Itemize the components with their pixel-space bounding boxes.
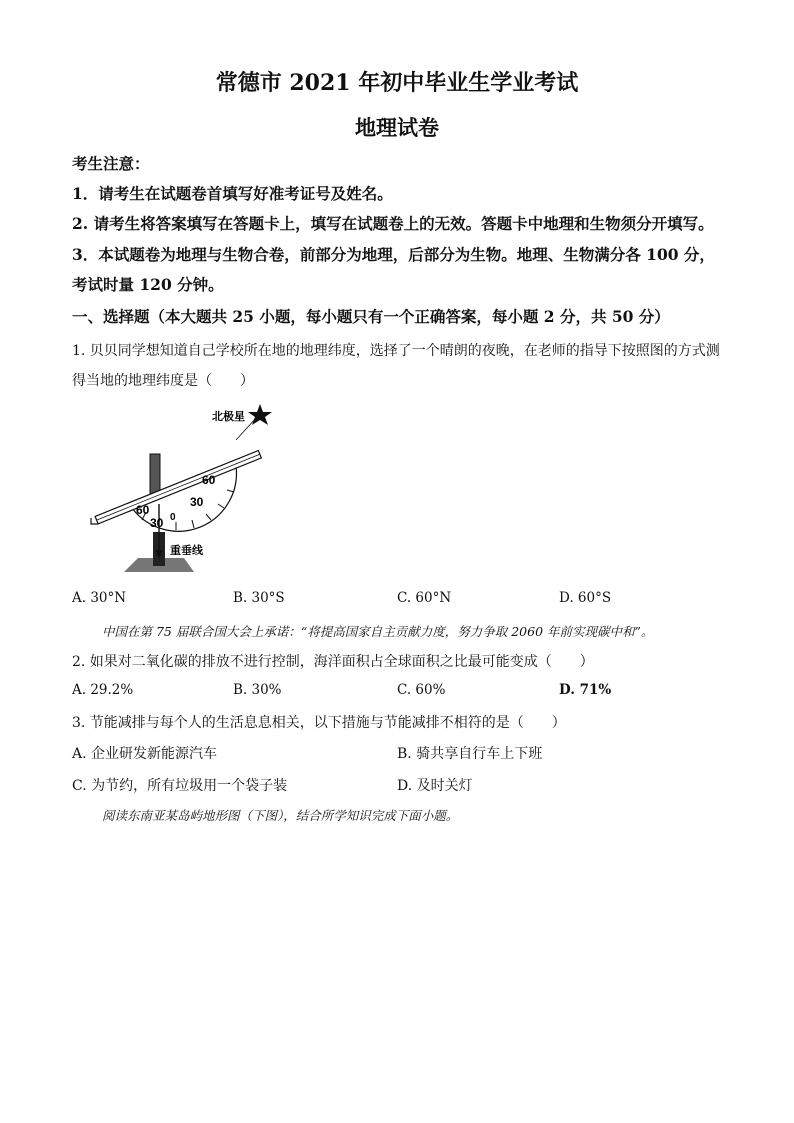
scale-label: 0 xyxy=(170,512,176,523)
q2-option-a[interactable]: A. 29.2% xyxy=(72,682,134,698)
notice-item-1: 1．请考生在试题卷首填写好准考证号及姓名。 xyxy=(72,184,393,203)
context-island-map: 阅读东南亚某岛屿地形图（下图），结合所学知识完成下面小题。 xyxy=(102,808,459,823)
q3-option-d[interactable]: D. 及时关灯 xyxy=(397,778,473,794)
context-carbon-neutral: 中国在第 75 届联合国大会上承诺：“将提高国家自主贡献力度，努力争取 2060 年前实现碳中和”。 xyxy=(102,624,654,639)
q3-option-b[interactable]: B. 骑共享自行车上下班 xyxy=(397,746,543,762)
notice-heading: 考生注意： xyxy=(72,154,150,173)
q2-option-c[interactable]: C. 60% xyxy=(397,682,446,698)
page-subtitle: 地理试卷 xyxy=(355,115,439,140)
notice-item-2: 2. 请考生将答案填写在答题卡上，填写在试题卷上的无效。答题卡中地理和生物须分开填写。 xyxy=(72,214,714,233)
q2-option-b[interactable]: B. 30% xyxy=(233,682,282,698)
section-heading: 一、选择题（本大题共 25 小题，每小题只有一个正确答案，每小题 2 分，共 50 分） xyxy=(72,307,670,326)
q2-stem: 2. 如果对二氧化碳的排放不进行控制，海洋面积占全球面积之比最可能变成（ ） xyxy=(72,654,594,670)
q1-option-d[interactable]: D. 60°S xyxy=(559,590,612,606)
scale-label: 60 xyxy=(202,473,216,487)
scale-label: 30 xyxy=(190,495,204,509)
q2-option-d[interactable]: D. 71% xyxy=(559,682,612,698)
scale-label: 30 xyxy=(150,516,164,530)
scale-label: 60 xyxy=(136,503,150,517)
latitude-measurement-figure xyxy=(86,402,276,580)
notice-item-3: 3．本试题卷为地理与生物合卷，前部分为地理，后部分为生物。地理、生物满分各 100 分， xyxy=(72,245,715,264)
plumb-label: 重垂线 xyxy=(170,544,203,557)
q1-option-c[interactable]: C. 60°N xyxy=(397,590,452,606)
q3-stem: 3. 节能减排与每个人的生活息息相关，以下措施与节能减排不相符的是（ ） xyxy=(72,715,566,731)
north-star-icon xyxy=(248,404,272,425)
q1-option-b[interactable]: B. 30°S xyxy=(233,590,285,606)
notice-item-3-cont: 考试时量 120 分钟。 xyxy=(72,275,224,294)
q3-option-c[interactable]: C. 为节约，所有垃圾用一个袋子装 xyxy=(72,778,288,794)
page-title: 常德市 2021 年初中毕业生学业考试 xyxy=(215,70,579,96)
q1-stem-line1: 1. 贝贝同学想知道自己学校所在地的地理纬度，选择了一个晴朗的夜晚，在老师的指导下按照图的方式测 xyxy=(72,343,720,359)
q1-option-a[interactable]: A. 30°N xyxy=(72,590,127,606)
q1-stem-line2: 得当地的地理纬度是（ ） xyxy=(72,373,254,389)
star-label: 北极星 xyxy=(212,410,245,423)
q3-option-a[interactable]: A. 企业研发新能源汽车 xyxy=(72,746,218,762)
